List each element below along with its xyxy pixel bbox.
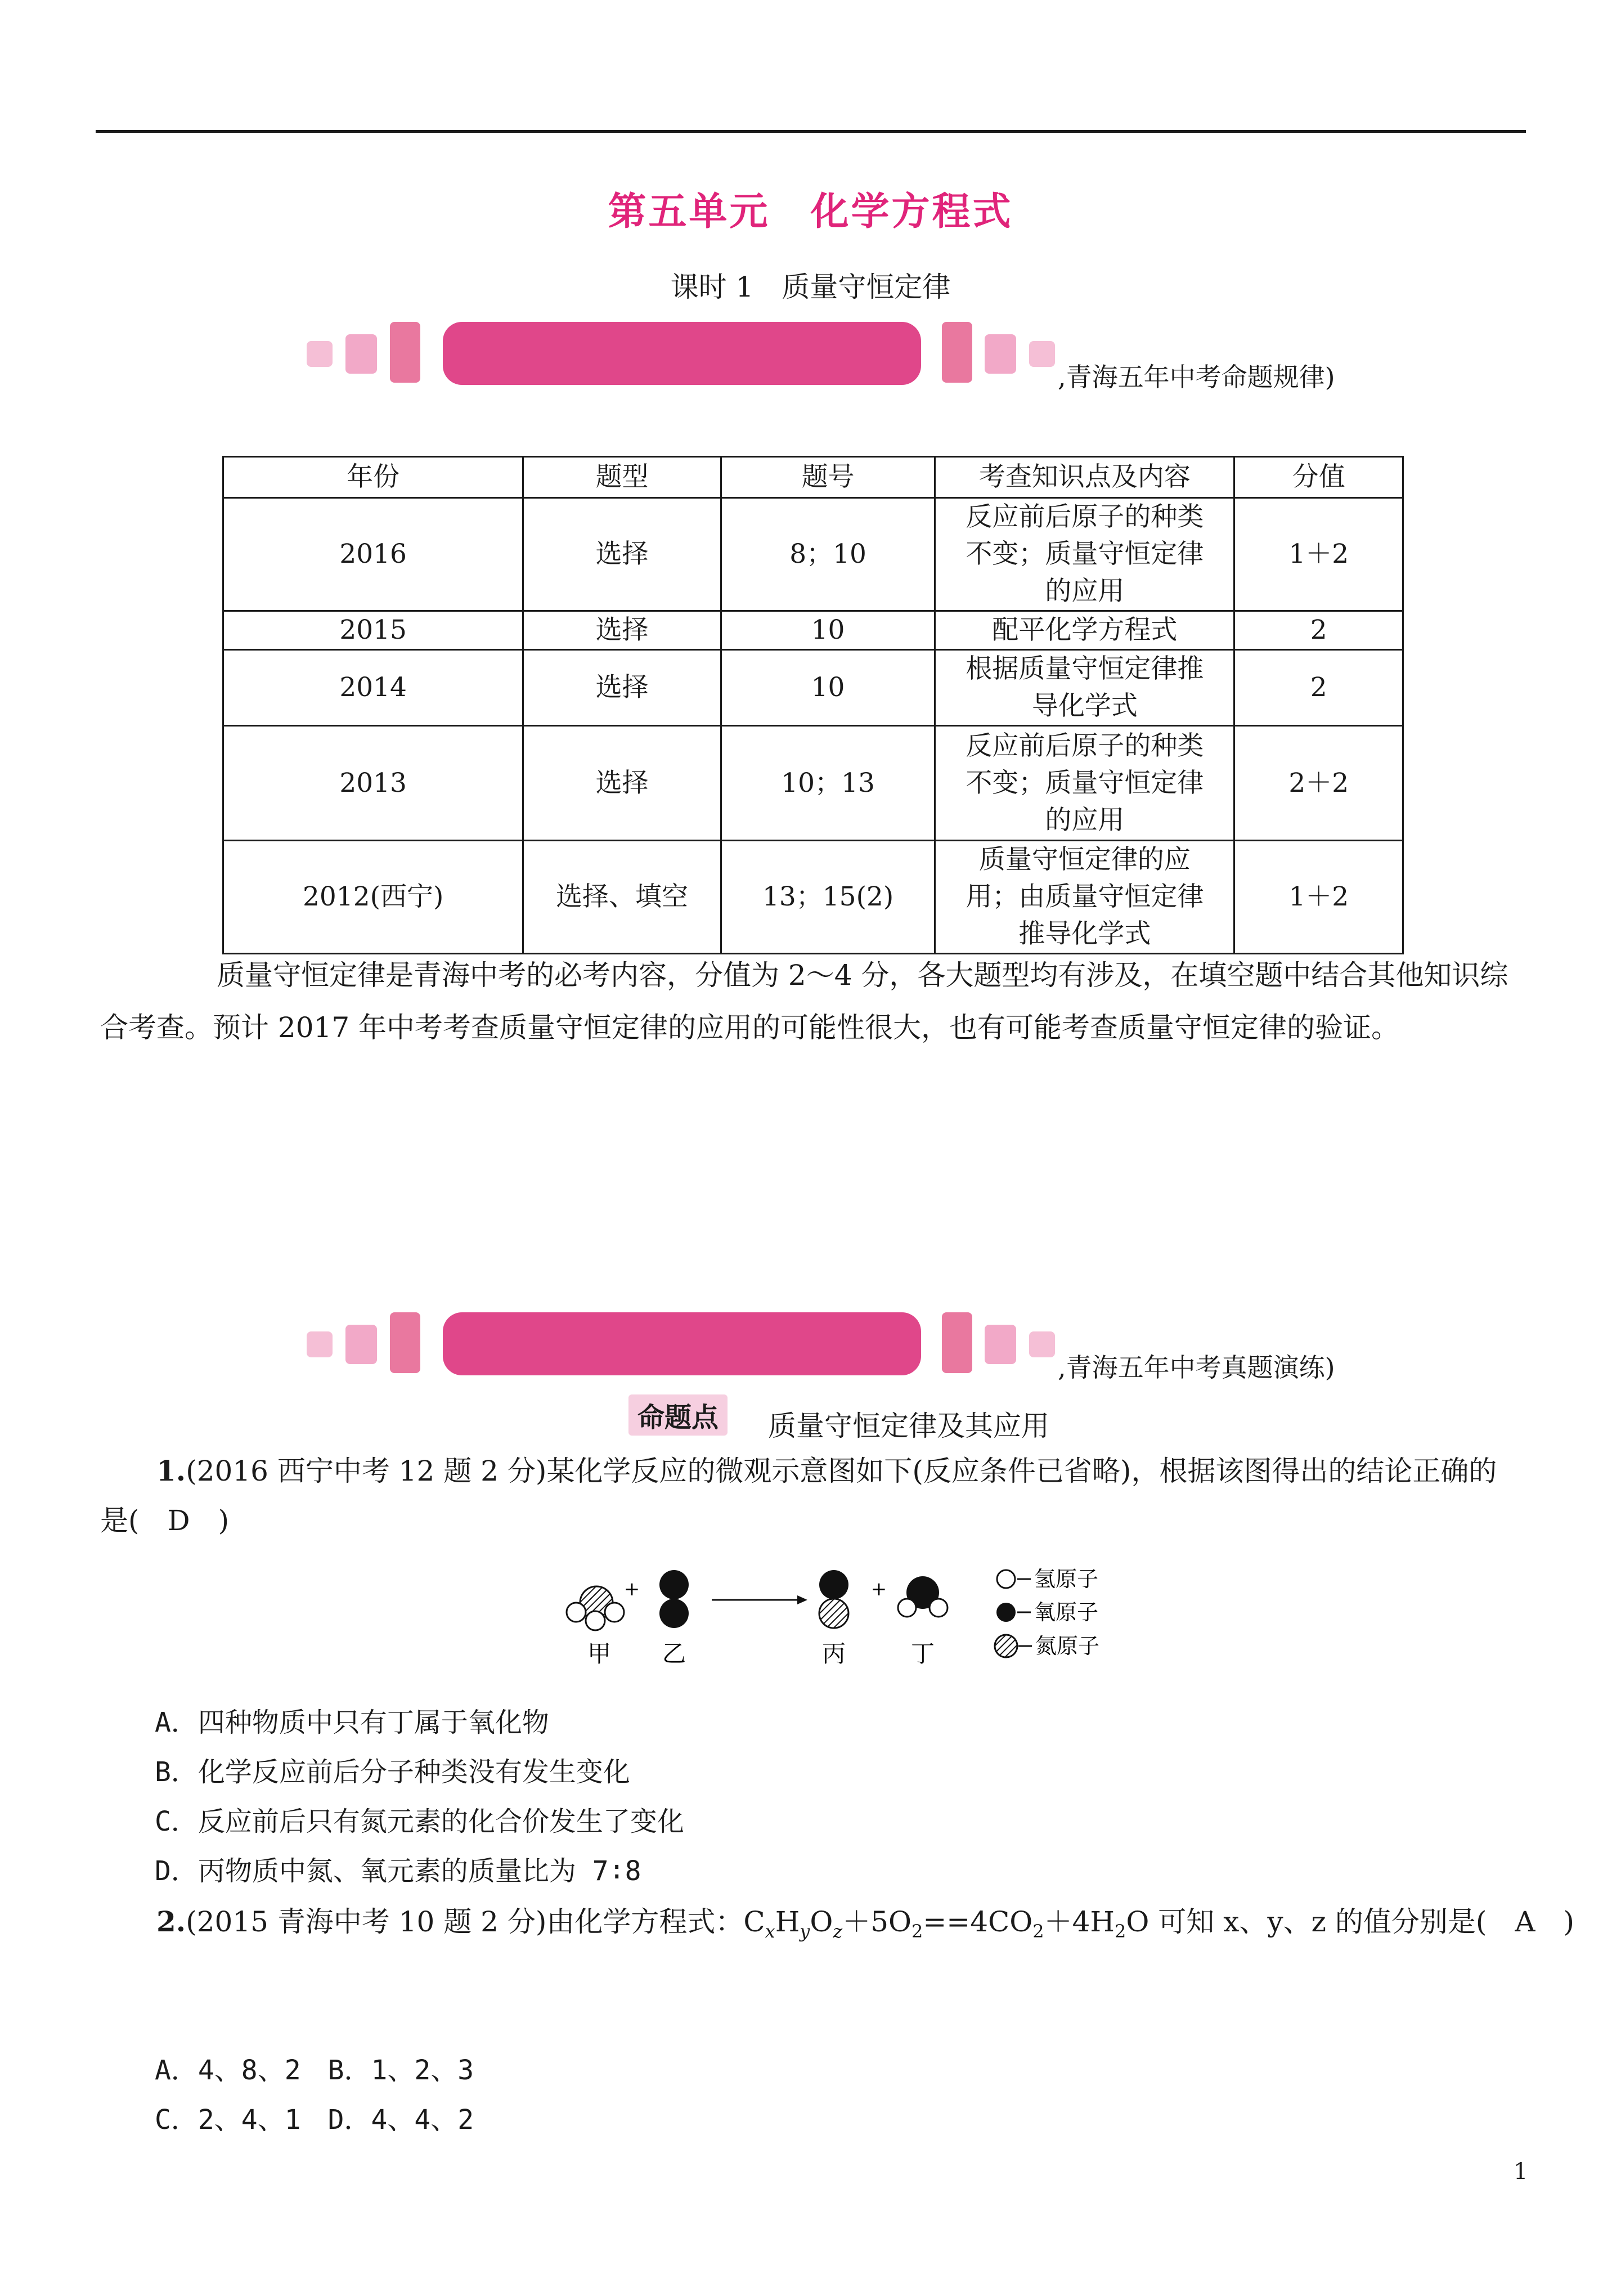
cell-type: 选择 — [523, 726, 721, 841]
summary-line-2: 合考查。预计 2017 年中考考查质量守恒定律的应用的可能性很大，也有可能考查质量守恒定律的验证。 — [100, 1011, 1400, 1044]
cell-number: 10 — [721, 611, 935, 650]
banner-square — [985, 1325, 1016, 1364]
label-jia: 甲 — [587, 1640, 612, 1667]
molecule-bing — [819, 1570, 848, 1628]
cell-score: 2 — [1234, 611, 1403, 650]
cell-type: 选择 — [523, 611, 721, 650]
eq-sub-y: y — [800, 1921, 810, 1942]
reaction-arrow — [712, 1595, 807, 1604]
cell-content — [935, 611, 1234, 650]
eq-part: 4CO — [970, 1905, 1033, 1938]
exam-rules-table — [222, 456, 1404, 954]
q1-line-2: 是( D ) — [100, 1504, 230, 1537]
label-yi: 乙 — [662, 1640, 686, 1667]
eq-part: ＋4H — [1044, 1905, 1115, 1938]
molecule-jia — [567, 1586, 624, 1630]
cell-score: 1＋2 — [1234, 498, 1403, 611]
eq-sub: 2 — [1032, 1921, 1044, 1942]
banner-square — [307, 1331, 333, 1357]
content-line: 配平化学方程式 — [992, 615, 1178, 645]
eq-sub: 2 — [911, 1921, 923, 1942]
cell-year: 2016 — [223, 498, 523, 611]
content-line: 推导化学式 — [1018, 918, 1151, 949]
banner-square — [942, 1312, 972, 1373]
q2-prefix: (2015 青海中考 10 题 2 分)由化学方程式： — [186, 1905, 744, 1938]
cell-year: 2014 — [223, 650, 523, 726]
eq-o: O — [810, 1905, 833, 1938]
banner-square — [390, 1312, 420, 1373]
header-year: 年份 — [223, 457, 523, 498]
q1-number: 1. — [156, 1454, 186, 1487]
content-line: 导化学式 — [1031, 690, 1138, 721]
banner-square — [985, 334, 1016, 374]
cell-content — [935, 726, 1234, 841]
table-row — [223, 726, 1403, 841]
cell-number: 8；10 — [721, 498, 935, 611]
q1-option-d: D．丙物质中氮、氧元素的质量比为 7∶8 — [155, 1855, 641, 1887]
legend-oxygen: 氧原子 — [1034, 1600, 1099, 1625]
banner-1-caption: ,青海五年中考命题规律) — [1058, 362, 1335, 392]
banner-square — [942, 322, 972, 383]
table-header-row — [223, 457, 1403, 498]
legend-hydrogen: 氢原子 — [1034, 1567, 1099, 1591]
banner-square — [345, 334, 377, 374]
content-line: 不变；质量守恒定律 — [966, 539, 1204, 569]
header-number: 题号 — [721, 457, 935, 498]
content-line: 质量守恒定律的应 — [978, 844, 1191, 875]
q2-options-line-2: C．2、4、1 D．4、4、2 — [155, 2104, 474, 2136]
plus-sign: + — [870, 1578, 887, 1600]
banner-square — [1029, 1331, 1055, 1357]
content-line: 的应用 — [1045, 804, 1125, 836]
banner-pill — [443, 1312, 921, 1375]
cell-score: 2＋2 — [1234, 726, 1403, 841]
top-rule — [96, 130, 1526, 133]
cell-score: 2 — [1234, 650, 1403, 726]
legend — [995, 1567, 1099, 1658]
legend-nitrogen: 氮原子 — [1035, 1634, 1100, 1658]
label-bing: 丙 — [821, 1640, 846, 1667]
eq-sub-x: x — [765, 1921, 775, 1942]
header-type: 题型 — [523, 457, 721, 498]
page-number: 1 — [1514, 2159, 1528, 2185]
reaction-diagram — [557, 1567, 1131, 1674]
q2-number: 2. — [156, 1905, 186, 1938]
cell-number: 10 — [721, 650, 935, 726]
banner-1 — [0, 315, 1621, 388]
q1-stem: (2016 西宁中考 12 题 2 分)某化学反应的微观示意图如下(反应条件已省略)，根据该图得出的结论正确的 — [186, 1455, 1497, 1487]
cell-content — [935, 650, 1234, 726]
cell-year: 2015 — [223, 611, 523, 650]
banner-square — [1029, 341, 1055, 367]
cell-score: 1＋2 — [1234, 841, 1403, 954]
table-row — [223, 611, 1403, 650]
q1-option-a: A．四种物质中只有丁属于氧化物 — [155, 1707, 549, 1738]
q1-line-1 — [156, 1449, 1497, 1489]
banner-square — [390, 322, 420, 383]
q2-line — [156, 1899, 1574, 1942]
topic-title: 质量守恒定律及其应用 — [768, 1410, 1049, 1442]
content-line: 反应前后原子的种类 — [966, 501, 1204, 532]
plus-sign: + — [623, 1578, 640, 1600]
banner-2 — [0, 1306, 1621, 1379]
cell-number: 13；15(2) — [721, 841, 935, 954]
q2-suffix: 可知 x、y、z 的值分别是( A ) — [1149, 1905, 1574, 1938]
eq-sub: 2 — [1115, 1921, 1126, 1942]
cell-type: 选择 — [523, 498, 721, 611]
cell-type: 选择、填空 — [523, 841, 721, 954]
banner-pill — [443, 322, 921, 385]
lesson-title: 课时 1 质量守恒定律 — [670, 271, 951, 303]
cell-type: 选择 — [523, 650, 721, 726]
eq-h: H — [775, 1905, 800, 1938]
header-score: 分值 — [1234, 457, 1403, 498]
label-ding: 丁 — [910, 1640, 935, 1667]
cell-year: 2013 — [223, 726, 523, 841]
molecule-yi — [659, 1570, 689, 1628]
topic-badge: 命题点 — [628, 1394, 728, 1436]
q2-options-line-1: A．4、8、2 B．1、2、3 — [155, 2055, 474, 2086]
cell-number: 10；13 — [721, 726, 935, 841]
table-row — [223, 841, 1403, 954]
summary-line-1: 质量守恒定律是青海中考的必考内容，分值为 2～4 分，各大题型均有涉及，在填空题中结合其他知识综 — [217, 959, 1508, 992]
unit-title: 第五单元 化学方程式 — [608, 189, 1013, 234]
table-row — [223, 498, 1403, 611]
eq-part: ＋5O — [842, 1905, 912, 1938]
molecule-ding — [898, 1576, 948, 1617]
banner-2-caption: ,青海五年中考真题演练) — [1058, 1352, 1335, 1383]
content-line: 反应前后原子的种类 — [966, 730, 1204, 761]
content-line: 不变；质量守恒定律 — [966, 767, 1204, 799]
eq-c: C — [743, 1905, 765, 1938]
eq-sub-z: z — [833, 1921, 843, 1942]
header-content: 考查知识点及内容 — [935, 457, 1234, 498]
table-row — [223, 650, 1403, 726]
banner-square — [307, 341, 333, 367]
content-line: 用；由质量守恒定律 — [966, 881, 1204, 912]
eq-equals: == — [923, 1905, 971, 1938]
banner-square — [345, 1325, 377, 1364]
q1-option-c: C．反应前后只有氮元素的化合价发生了变化 — [155, 1806, 684, 1837]
eq-part: O — [1126, 1905, 1149, 1938]
cell-content — [935, 498, 1234, 611]
cell-content — [935, 841, 1234, 954]
q2-equation — [743, 1905, 1149, 1942]
content-line: 根据质量守恒定律推 — [966, 653, 1204, 684]
cell-year: 2012(西宁) — [223, 841, 523, 954]
q1-option-b: B．化学反应前后分子种类没有发生变化 — [155, 1756, 630, 1788]
content-line: 的应用 — [1045, 576, 1125, 607]
